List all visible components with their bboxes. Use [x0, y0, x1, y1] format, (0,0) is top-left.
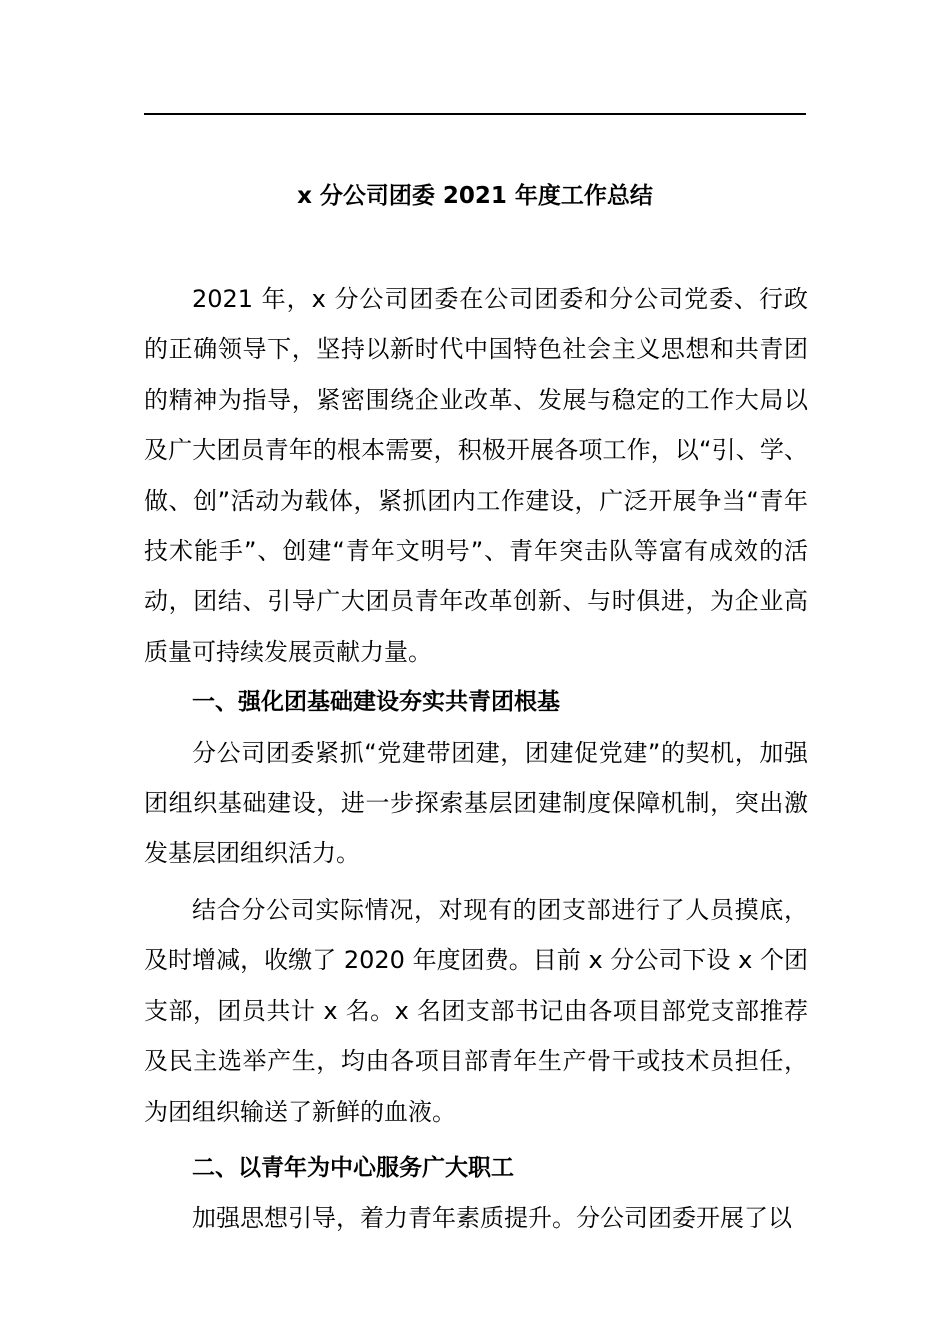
section-2-heading: 二、以青年为中心服务广大职工 [192, 1154, 514, 1181]
section-1-paragraph-1: 分公司团委紧抓“党建带团建，团建促党建”的契机，加强团组织基础建设，进一步探索基层团建制度保障机制，突出激发基层团组织活力。 [144, 738, 808, 868]
section-2-paragraph-1: 加强思想引导，着力青年素质提升。分公司团委开展了以 [192, 1204, 792, 1233]
section-1-paragraph-2: 结合分公司实际情况，对现有的团支部进行了人员摸底，及时增减，收缴了 2020 年度团费。目前 x 分公司下设 x 个团支部，团员共计 x 名。x 名团支部书记由各项目部党支部推荐及民主选举产生，均由各项目部青年生产骨干或技术员担任，为团组织输送了新鲜的血液。 [144, 895, 808, 1126]
document-body [144, 274, 808, 1244]
document-title: x 分公司团委 2021 年度工作总结 [297, 183, 653, 209]
intro-paragraph: 2021 年，x 分公司团委在公司团委和分公司党委、行政的正确领导下，坚持以新时代中国特色社会主义思想和共青团的精神为指导，紧密围绕企业改革、发展与稳定的工作大局以及广大团员青年的根本需要，积极开展各项工作，以“引、学、做、创”活动为载体，紧抓团内工作建设，广泛开展争当“青年技术能手”、创建“青年文明号”、青年突击队等富有成效的活动，团结、引导广大团员青年改革创新、与时俱进，为企业高质量可持续发展贡献力量。 [144, 285, 808, 666]
section-1-heading: 一、强化团基础建设夯实共青团根基 [192, 689, 560, 716]
header-rule [144, 113, 806, 115]
